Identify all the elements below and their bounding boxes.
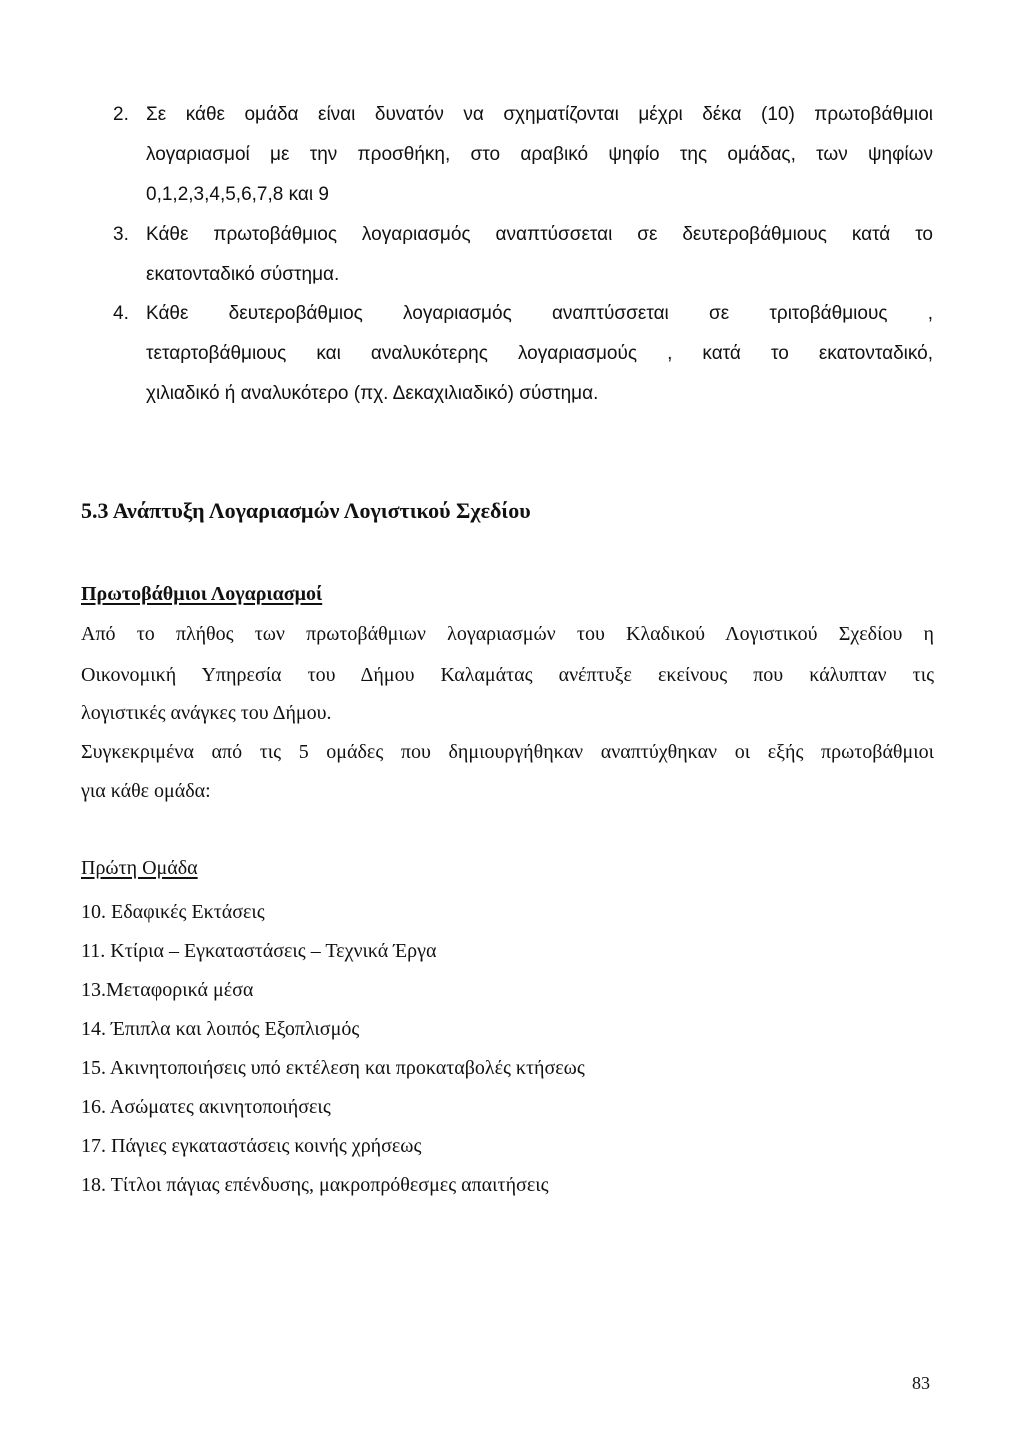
list-item	[113, 104, 933, 214]
list-item-number: 3.	[113, 224, 129, 245]
list-item-line: Κάθε πρωτοβάθμιος λογαριασμός αναπτύσσεται σε δευτεροβάθμιους κατά το	[146, 224, 933, 245]
account-item: 18. Τίτλοι πάγιας επένδυσης, μακροπρόθεσμες απαιτήσεις	[81, 1174, 549, 1196]
paragraph-line: Συγκεκριμένα από τις 5 ομάδες που δημιουργήθηκαν αναπτύχθηκαν οι εξής πρωτοβάθμιοι	[81, 741, 934, 763]
list-item-line: Σε κάθε ομάδα είναι δυνατόν να σχηματίζονται μέχρι δέκα (10) πρωτοβάθμιοι	[146, 104, 933, 125]
list-item-line: 0,1,2,3,4,5,6,7,8 και 9	[146, 184, 329, 205]
account-list	[81, 897, 585, 1209]
page-number: 83	[912, 1373, 930, 1393]
account-item: 10. Εδαφικές Εκτάσεις	[81, 901, 265, 923]
paragraph-line: Οικονομική Υπηρεσία του Δήμου Καλαμάτας ανέπτυξε εκείνους που κάλυπταν τις	[81, 664, 934, 686]
subheading: Πρωτοβάθμιοι Λογαριασμοί	[81, 583, 323, 605]
paragraph-line: Από το πλήθος των πρωτοβάθμιων λογαριασμών του Κλαδικού Λογιστικού Σχεδίου η	[81, 623, 934, 645]
account-item: 11. Κτίρια – Εγκαταστάσεις – Τεχνικά Έργα	[81, 940, 437, 962]
list-item-line: Κάθε δευτεροβάθμιος λογαριασμός αναπτύσσεται σε τριτοβάθμιους ,	[146, 303, 933, 324]
account-item: 14. Έπιπλα και λοιπός Εξοπλισμός	[81, 1018, 360, 1040]
list-item-line: εκατονταδικό σύστημα.	[146, 264, 340, 285]
account-item: 16. Ασώματες ακινητοποιήσεις	[81, 1096, 331, 1118]
account-item: 13.Μεταφορικά μέσα	[81, 979, 254, 1001]
group-title: Πρώτη Ομάδα	[81, 857, 198, 879]
list-item	[113, 303, 933, 413]
list-item-line: τεταρτοβάθμιους και αναλυκότερης λογαριασμούς , κατά το εκατονταδικό,	[146, 343, 933, 364]
account-item: 15. Ακινητοποιήσεις υπό εκτέλεση και προκαταβολές κτήσεως	[81, 1057, 585, 1079]
list-item-line: λογαριασμοί με την προσθήκη, στο αραβικό ψηφίο της ομάδας, των ψηφίων	[146, 144, 933, 165]
list-item-number: 4.	[113, 303, 129, 324]
paragraph-line: για κάθε ομάδα:	[81, 780, 211, 802]
list-item	[113, 224, 933, 294]
paragraph-line: λογιστικές ανάγκες του Δήμου.	[81, 702, 332, 724]
section-heading: 5.3 Ανάπτυξη Λογαριασμών Λογιστικού Σχεδίου	[81, 498, 531, 523]
list-item-number: 2.	[113, 104, 129, 125]
list-item-line: χιλιαδικό ή αναλυκότερο (πχ. Δεκαχιλιαδικό) σύστημα.	[146, 383, 599, 404]
account-item: 17. Πάγιες εγκαταστάσεις κοινής χρήσεως	[81, 1135, 422, 1157]
